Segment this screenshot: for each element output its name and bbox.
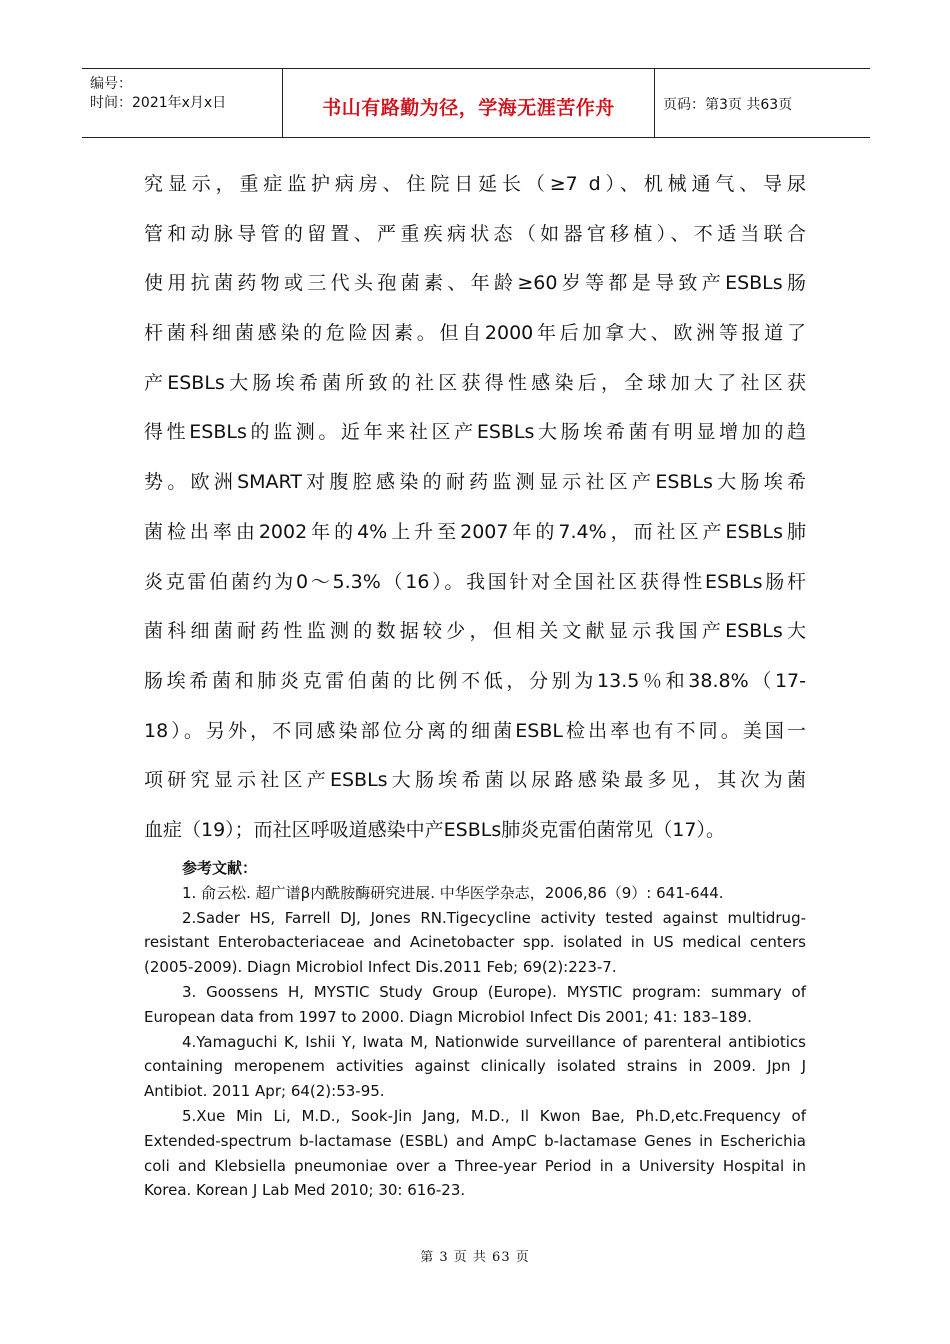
body-line: 肠埃希菌和肺炎克雷伯菌的比例不低，分别为13.5％和38.8%（17-	[144, 669, 806, 692]
body-line: 产ESBLs大肠埃希菌所致的社区获得性感染后，全球加大了社区获	[144, 371, 806, 394]
page-footer: 第 3 页 共 63 页	[420, 1250, 530, 1265]
body-line: 使用抗菌药物或三代头孢菌素、年龄≥60岁等都是导致产ESBLs肠	[144, 272, 806, 295]
header-page-info: 页码：第3页 共63页	[663, 97, 793, 113]
body-line: 杆菌科细菌感染的危险因素。但自2000年后加拿大、欧洲等报道了	[144, 322, 806, 345]
document-number-label: 编号：	[90, 76, 132, 92]
body-paragraph	[144, 160, 806, 856]
reference-item: 5.Xue Min Li, M.D., Sook-Jin Jang, M.D., Il Kwon Bae, Ph.D,etc.Frequency of Extended-spectrum b-lactamase (ESBL) and AmpC b-lactamase Genes in Escherichia coli and Klebsiella pneumoniae over a Three-year Period in a University Hospital in Korea. Korean J Lab Med 2010; 30: 616-23.	[144, 1106, 806, 1200]
body-line: 血症（19）；而社区呼吸道感染中产ESBLs肺炎克雷伯菌常见（17）。	[144, 818, 725, 841]
header-motto: 书山有路勤为径，学海无涯苦作舟	[322, 97, 615, 119]
body-line: 炎克雷伯菌约为0～5.3%（16）。我国针对全国社区获得性ESBLs肠杆	[144, 570, 806, 593]
document-time-label: 时间：2021年x月x日	[90, 95, 227, 111]
body-line: 菌科细菌耐药性监测的数据较少，但相关文献显示我国产ESBLs大	[144, 620, 806, 643]
header-motto-cell	[283, 69, 655, 137]
body-line: 18）。另外，不同感染部位分离的细菌ESBL检出率也有不同。美国一	[144, 719, 806, 742]
page-header	[82, 68, 870, 138]
body-line: 得性ESBLs的监测。近年来社区产ESBLs大肠埃希菌有明显增加的趋	[144, 421, 806, 444]
references-section	[144, 856, 806, 1203]
reference-item: 4.Yamaguchi K, Ishii Y, Iwata M, Nationwide surveillance of parenteral antibiotics containing meropenem activities against clinically isolated strains in 2009. Jpn J Antibiot. 2011 Apr; 64(2):53-95.	[144, 1032, 806, 1101]
reference-item: 1. 俞云松. 超广谱β内酰胺酶研究进展. 中华医学杂志，2006,86（9）: 641-644.	[182, 883, 724, 902]
body-line: 菌检出率由2002年的4%上升至2007年的7.4%，而社区产ESBLs肺	[144, 520, 806, 543]
body-line: 究显示，重症监护病房、住院日延长（≥7 d）、机械通气、导尿	[144, 173, 806, 195]
body-line: 管和动脉导管的留置、严重疾病状态（如器官移植）、不适当联合	[144, 222, 806, 245]
reference-item: 2.Sader HS, Farrell DJ, Jones RN.Tigecycline activity tested against multidrug-resistant Enterobacteriaceae and Acinetobacter spp. isolated in US medical centers (2005-2009). Diagn Microbiol Infect Dis.2011 Feb; 69(2):223-7.	[144, 908, 806, 977]
header-page-cell	[655, 69, 870, 137]
body-line: 势。欧洲SMART对腹腔感染的耐药监测显示社区产ESBLs大肠埃希	[144, 471, 806, 494]
body-line: 项研究显示社区产ESBLs大肠埃希菌以尿路感染最多见，其次为菌	[144, 769, 806, 792]
reference-item: 3. Goossens H, MYSTIC Study Group (Europe). MYSTIC program: summary of European data from 1997 to 2000. Diagn Microbiol Infect Dis 2001; 41: 183–189.	[144, 982, 806, 1026]
header-meta-cell	[82, 69, 283, 137]
references-heading: 参考文献：	[182, 859, 258, 877]
